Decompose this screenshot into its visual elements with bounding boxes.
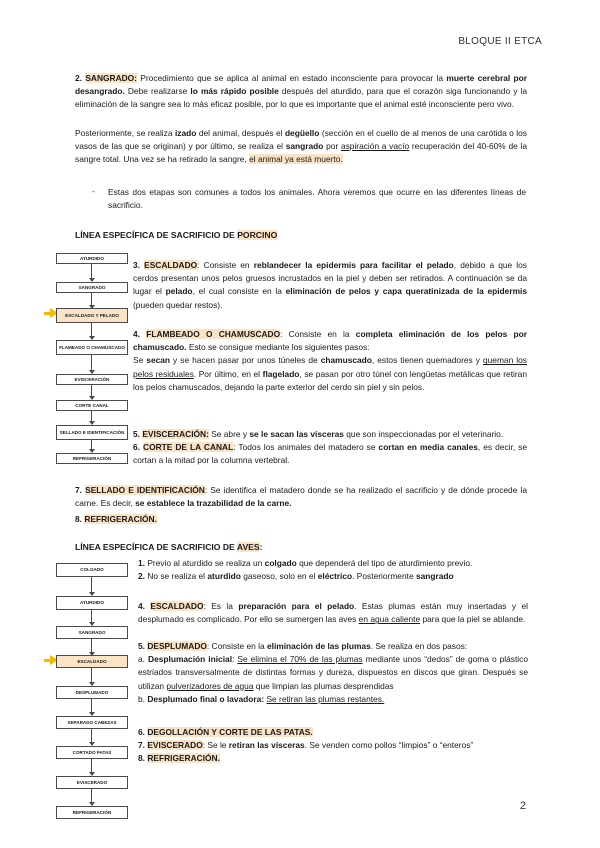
- note-paragraph: [108, 186, 526, 212]
- text: recuperación del 40-60% de la sangre total. Una vez se ha retirado la sangre,: [75, 141, 527, 165]
- aves-step-1: [138, 557, 530, 570]
- text: b.: [138, 693, 148, 704]
- text: que dependerá del tipo de aturdimiento previo.: [296, 558, 473, 568]
- aves-section-title: [75, 542, 263, 552]
- section-title: ESCALDADO: [150, 601, 204, 611]
- flow-step-cortado-patas: CORTADO PATAS: [56, 746, 128, 759]
- flow-step-sangrado: SANGRADO: [56, 626, 128, 639]
- highlighted-text: el animal ya está muerto.: [249, 154, 343, 165]
- flow-arrow: [91, 668, 92, 683]
- text: por: [323, 141, 341, 152]
- section-number: 1.: [138, 558, 145, 568]
- text: Debe realizarse: [124, 86, 191, 97]
- section-number: 4.: [138, 601, 145, 611]
- porcino-section-title: [75, 230, 277, 240]
- section-number: 5.: [133, 429, 140, 439]
- bullet-dash: -: [92, 186, 95, 196]
- text: para que la piel se ablande.: [420, 614, 526, 625]
- flow-step-separado-cabezas: SEPARADO CABEZAS: [56, 716, 128, 729]
- highlighted-text: PORCINO: [237, 230, 278, 240]
- sangrado-title: SANGRADO:: [85, 73, 137, 83]
- underlined-text: Se retiran las plumas restantes.: [266, 693, 385, 704]
- section-title: EVISCERACIÓN:: [142, 429, 209, 439]
- flow-step-eviscerado: EVISCERADO: [56, 776, 128, 789]
- aves-step-7: [138, 739, 528, 752]
- section-title: CORTE DE LA CANAL: [143, 442, 234, 452]
- text: mediante unos “dedos” de goma o plástico estriados transversalmente de distintas formas y dureza, dispuestos en discos que giran. Después se utilizan: [138, 654, 529, 691]
- bold-text: eléctrico: [317, 571, 353, 581]
- underlined-text: en agua caliente: [358, 614, 421, 625]
- underlined-text: aspiración a vacío: [340, 141, 410, 152]
- section-number: 2.: [75, 73, 82, 83]
- flow-step-flameado: FLAMEADO O CHAMUSCADO: [56, 340, 128, 355]
- section-number: 6.: [133, 442, 140, 452]
- bold-text: muerte cerebral por desangrado.: [75, 73, 528, 97]
- bold-text: pelado: [165, 286, 193, 297]
- text: , estos tienen quemadores y: [371, 355, 483, 366]
- bold-text: flagelado: [262, 368, 300, 379]
- sellado-paragraph: [75, 484, 527, 510]
- section-title: FLAMBEADO O CHAMUSCADO: [146, 329, 281, 339]
- evisceracion-paragraph: [133, 428, 527, 441]
- text: : Consiste en la: [206, 641, 267, 651]
- text: :: [232, 654, 238, 665]
- text: , debido a que los cerdos presentan unos pelos gruesos incrustados en la piel y deben ser retirados. A continuación se da lugar el: [133, 260, 527, 297]
- text: : Es la: [203, 601, 239, 611]
- text: : Se le: [202, 740, 229, 750]
- flow-step-aturdido: ATURDIDO: [56, 253, 128, 264]
- flow-arrow: [91, 323, 92, 337]
- section-number: 8.: [138, 753, 145, 763]
- refrigeracion-paragraph: [75, 513, 527, 526]
- text: No se realiza el: [145, 571, 208, 581]
- flow-step-aturdido: ATURDIDO: [56, 596, 128, 610]
- flow-arrow: [91, 264, 92, 279]
- sangrado-paragraph: [75, 72, 527, 112]
- text: : Consiste en la: [280, 329, 356, 339]
- section-title: DESPLUMADO: [147, 641, 207, 651]
- bold-text: completa eliminación de los pelos por chamuscado.: [133, 329, 527, 353]
- text: y se hacen pasar por unos túneles de: [170, 355, 321, 366]
- flow-step-colgado: COLGADO: [56, 563, 128, 577]
- text: LÍNEA ESPECÍFICA DE SACRIFICIO DE: [75, 230, 238, 240]
- text: que son inspeccionadas por el veterinario.: [343, 429, 504, 439]
- section-title: SELLADO E IDENTIFICACIÓN: [85, 485, 205, 495]
- text: (pueden quedar restos).: [133, 299, 223, 310]
- bold-text: preparación para el pelado: [238, 601, 355, 611]
- bold-text: sangrado: [285, 141, 324, 152]
- section-number: 7.: [138, 740, 145, 750]
- text: (sección en el cuello de al menos de una carótida o los vasos de las que se originan) y por último, se realiza el: [75, 128, 527, 152]
- section-title: REFRIGERACIÓN.: [84, 514, 157, 524]
- text: del animal, después el: [196, 128, 285, 138]
- text: . Se venden como pollos “limpios” o “enteros”: [304, 740, 474, 750]
- page-number: 2: [519, 800, 526, 812]
- section-number: 3.: [133, 260, 140, 270]
- text: , el cual consiste en la: [192, 286, 286, 297]
- text: que limpian las plumas desprendidas: [253, 680, 394, 691]
- bold-text: eliminación de las plumas: [266, 641, 371, 651]
- text: , se pasan por otro túnel con lengüetas metálicas que retiran los pelos chamuscados, dejando la parte exterior del cerdo sin piel y sin pelos.: [133, 368, 527, 392]
- section-number: 8.: [75, 514, 82, 524]
- text: Se: [133, 355, 147, 366]
- section-title: ESCALDADO: [144, 260, 198, 270]
- flow-step-escaldado: ESCALDADO: [56, 655, 128, 668]
- flow-arrow: [91, 293, 92, 306]
- text: LÍNEA ESPECÍFICA DE SACRIFICIO DE: [75, 542, 237, 552]
- flow-arrow: [91, 577, 92, 593]
- aves-step-2: [138, 570, 530, 583]
- flow-arrow: [91, 639, 92, 653]
- bold-text: retiran las vísceras: [228, 740, 305, 750]
- bold-text: se establece la trazabilidad de la carne.: [135, 498, 292, 509]
- flow-step-desplumado: DESPLUMADO: [56, 686, 128, 699]
- text: : Consiste en: [197, 260, 254, 270]
- document-header: BLOQUE II ETCA: [458, 36, 542, 47]
- flow-arrow: [91, 699, 92, 713]
- bold-text: Desplumado final o lavadora:: [147, 693, 265, 704]
- sangrado-paragraph-2: [75, 127, 527, 167]
- section-title: REFRIGERACIÓN.: [147, 753, 220, 763]
- bold-text: chamuscado: [320, 355, 372, 366]
- bold-text: secan: [146, 355, 171, 366]
- text: a.: [138, 654, 149, 665]
- flow-step-evisceracion: EVISCERACIÓN: [56, 374, 128, 385]
- flow-arrow: [91, 385, 92, 397]
- aves-step-5: [138, 640, 528, 706]
- underlined-text: Se elimina el 70% de las plumas: [237, 654, 363, 665]
- bold-text: degüello: [284, 128, 320, 138]
- flow-arrow: [91, 729, 92, 743]
- section-number: 4.: [133, 329, 140, 339]
- text: . Por último, en el: [193, 368, 263, 379]
- text: Previo al aturdido se realiza un: [145, 558, 265, 568]
- text: : Se identifica el matadero donde se ha realizado el sacrificio y de dónde procede la carne. Es decir,: [75, 485, 527, 509]
- bold-text: cortan en media canales: [378, 442, 478, 452]
- bold-text: aturdido: [207, 571, 241, 581]
- bold-text: lo más rápido posible: [190, 86, 279, 97]
- flow-arrow: [91, 610, 92, 623]
- flow-arrow: [91, 355, 92, 371]
- section-number: 2.: [138, 571, 145, 581]
- flow-step-sellado: SELLADO E IDENTIFICACIÓN: [56, 425, 128, 440]
- bold-text: colgado: [264, 558, 297, 568]
- bold-text: Desplumación inicial: [148, 654, 233, 665]
- text: después del aturdido, para que el corazón siga funcionando y la eliminación de la sangre sea lo más eficaz posible, por lo que es importante que el animal esté inconsciente pero vivo.: [75, 86, 527, 110]
- aves-step-6: [138, 726, 528, 739]
- flow-arrow: [91, 759, 92, 773]
- flow-step-sangrado: SANGRADO: [56, 282, 128, 293]
- flow-step-refrigeracion: REFRIGERACIÓN: [56, 806, 128, 819]
- flow-arrow: [91, 789, 92, 803]
- section-number: 7.: [75, 485, 82, 495]
- text: Procedimiento que se aplica al animal en estado inconsciente para provocar la: [136, 73, 447, 83]
- highlighted-text: AVES: [236, 542, 260, 552]
- text: Posteriormente, se realiza: [75, 128, 175, 138]
- text: Esto se consigue mediante los siguientes pasos:: [186, 342, 370, 353]
- underlined-text: queman los pelos residuales: [133, 355, 527, 379]
- corte-paragraph: [133, 441, 527, 467]
- flow-arrow: [91, 440, 92, 450]
- text: :: [259, 542, 263, 552]
- section-number: 5.: [138, 641, 145, 651]
- underlined-text: pulverizadores de agua: [166, 680, 254, 691]
- aves-step-4: [138, 600, 528, 626]
- flow-step-corte-canal: CORTE CANAL: [56, 400, 128, 411]
- section-title: DEGOLLACIÓN Y CORTE DE LAS PATAS.: [147, 727, 313, 737]
- bold-text: eliminación de pelos y capa queratinizada de la epidermis: [285, 286, 528, 297]
- text: gaseoso, solo en el: [240, 571, 318, 581]
- text: Estas dos etapas son comunes a todos los animales. Ahora veremos que ocurre en las diferentes líneas de sacrificio.: [108, 187, 526, 211]
- text: . Se realiza en dos pasos:: [370, 641, 468, 651]
- aves-step-8: [138, 752, 528, 765]
- text: : Todos los animales del matadero se: [233, 442, 379, 452]
- text: , es decir, se cortan a la mitad por la columna vertebral.: [133, 442, 528, 466]
- bold-text: izado: [174, 128, 197, 138]
- section-number: 6.: [138, 727, 145, 737]
- bold-text: se le sacan las vísceras: [249, 429, 344, 439]
- flow-step-refrigeracion: REFRIGERACIÓN: [56, 453, 128, 464]
- flameado-paragraph: [133, 328, 527, 394]
- bold-text: reblandecer la epidermis para facilitar el pelado: [253, 260, 454, 270]
- flow-arrow: [91, 411, 92, 422]
- bold-text: sangrado: [415, 571, 454, 581]
- text: Se abre y: [208, 429, 250, 439]
- section-title: EVISCERADO: [147, 740, 203, 750]
- flow-step-escaldado-pelado: ESCALDADO Y PELADO: [56, 308, 128, 323]
- text: . Estas plumas están muy insertadas y el desplumado es complicado. Por ello se sumergen las aves: [138, 601, 528, 625]
- escaldado-paragraph: [133, 259, 527, 312]
- text: . Posteriormente: [352, 571, 416, 581]
